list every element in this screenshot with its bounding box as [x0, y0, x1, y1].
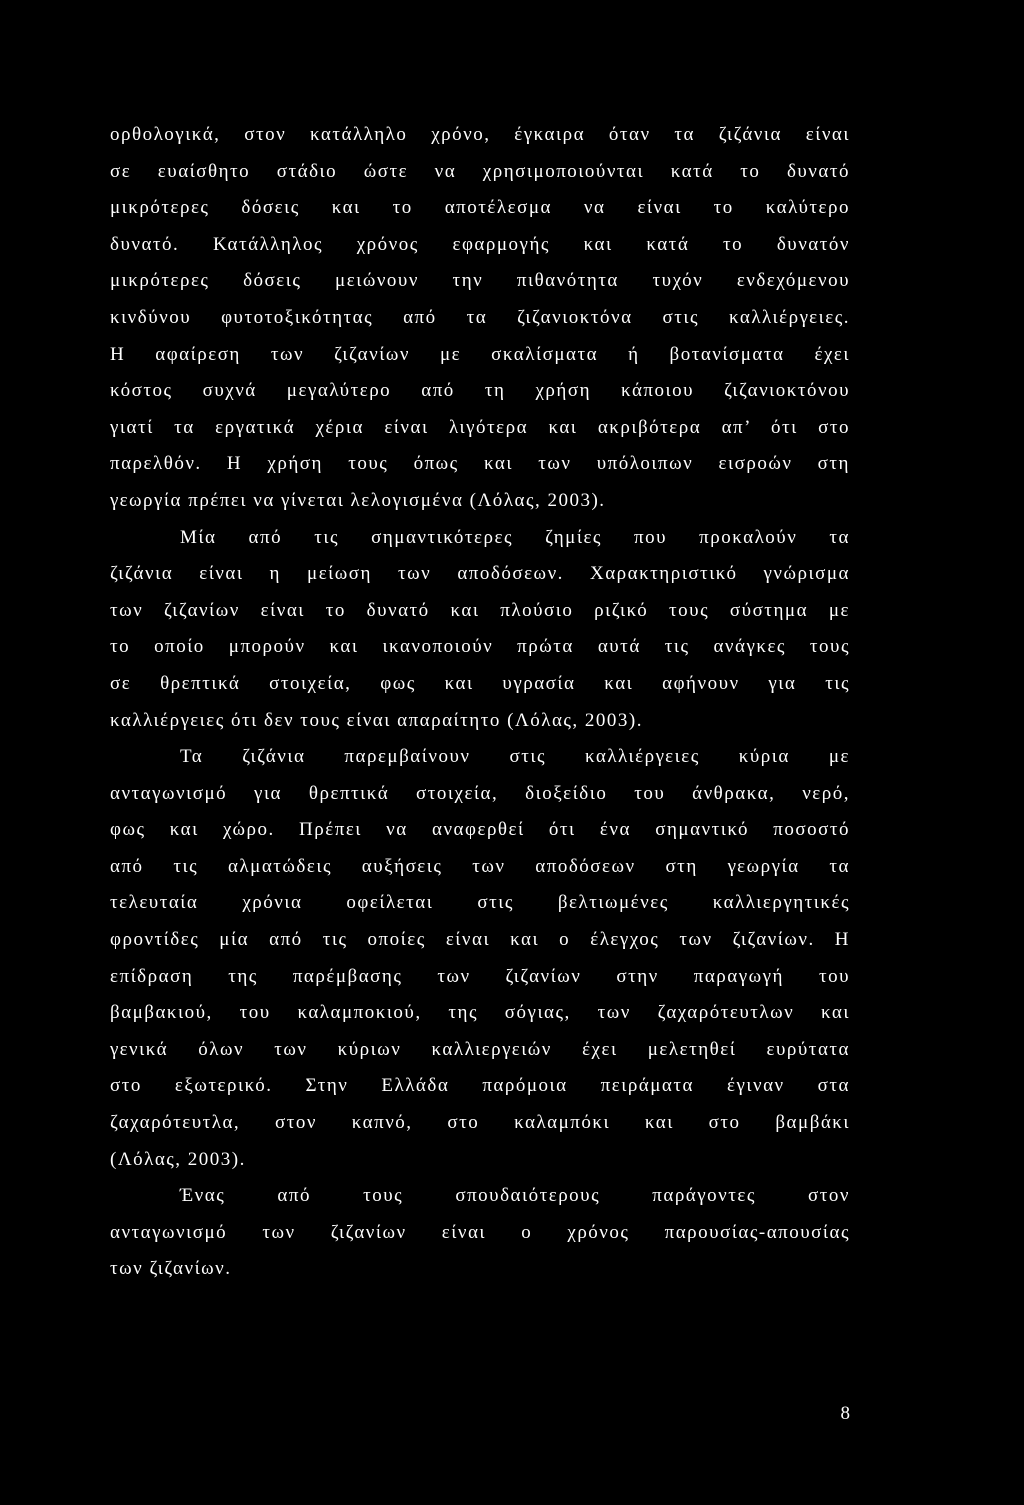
body-text	[110, 117, 850, 1288]
text-line: των ζιζανίων είναι το δυνατό και πλούσιο ριζικό τους σύστημα με	[110, 599, 850, 621]
text-line: (Λόλας, 2003).	[110, 1148, 246, 1170]
text-line: ανταγωνισμό για θρεπτικά στοιχεία, διοξείδιο του άνθρακα, νερό,	[110, 782, 850, 804]
text-line: ανταγωνισμό των ζιζανίων είναι ο χρόνος παρουσίας-απουσίας	[110, 1221, 850, 1243]
text-line: Ένας από τους σπουδαιότερους παράγοντες στον	[180, 1185, 850, 1207]
text-line: σε ευαίσθητο στάδιο ώστε να χρησιμοποιούνται κατά το δυνατό	[110, 160, 850, 182]
text-line: σε θρεπτικά στοιχεία, φως και υγρασία και αφήνουν για τις	[110, 672, 850, 694]
text-line: τελευταία χρόνια οφείλεται στις βελτιωμένες καλλιεργητικές	[110, 892, 850, 914]
text-line: κόστος συχνά μεγαλύτερο από τη χρήση κάποιου ζιζανιοκτόνου	[110, 380, 850, 402]
text-line: παρελθόν. Η χρήση τους όπως και των υπόλοιπων εισροών στη	[110, 453, 850, 475]
text-line: κινδύνου φυτοτοξικότητας από τα ζιζανιοκτόνα στις καλλιέργειες.	[110, 306, 850, 328]
text-line: μικρότερες δόσεις μειώνουν την πιθανότητα τυχόν ενδεχόμενου	[110, 270, 850, 292]
text-line: δυνατό. Κατάλληλος χρόνος εφαρμογής και κατά το δυνατόν	[110, 233, 850, 255]
text-line: επίδραση της παρέμβασης των ζιζανίων στην παραγωγή του	[110, 965, 850, 987]
text-line: Τα ζιζάνια παρεμβαίνουν στις καλλιέργειες κύρια με	[180, 746, 850, 768]
text-line: ορθολογικά, στον κατάλληλο χρόνο, έγκαιρα όταν τα ζιζάνια είναι	[110, 124, 850, 145]
text-line: από τις αλματώδεις αυξήσεις των αποδόσεων στη γεωργία τα	[110, 855, 850, 877]
text-line: γιατί τα εργατικά χέρια είναι λιγότερα και ακριβότερα απ’ ότι στο	[110, 416, 850, 438]
text-line: των ζιζανίων.	[110, 1258, 232, 1280]
text-line: το οποίο μπορούν και ικανοποιούν πρώτα αυτά τις ανάγκες τους	[110, 636, 850, 658]
text-line: Μία από τις σημαντικότερες ζημίες που προκαλούν τα	[180, 526, 850, 548]
text-line: φως και χώρο. Πρέπει να αναφερθεί ότι ένα σημαντικό ποσοστό	[110, 819, 850, 841]
text-line: βαμβακιού, του καλαμποκιού, της σόγιας, των ζαχαρότευτλων και	[110, 1002, 850, 1024]
text-line: στο εξωτερικό. Στην Ελλάδα παρόμοια πειράματα έγιναν στα	[110, 1075, 850, 1097]
text-line: καλλιέργειες ότι δεν τους είναι απαραίτητο (Λόλας, 2003).	[110, 709, 644, 731]
text-line: μικρότερες δόσεις και το αποτέλεσμα να είναι το καλύτερο	[110, 197, 850, 219]
page-number: 8	[840, 1403, 850, 1424]
text-line: γεωργία πρέπει να γίνεται λελογισμένα (Λόλας, 2003).	[110, 489, 606, 511]
text-line: φροντίδες μία από τις οποίες είναι και ο έλεγχος των ζιζανίων. Η	[110, 929, 850, 951]
text-line: Η αφαίρεση των ζιζανίων με σκαλίσματα ή βοτανίσματα έχει	[110, 343, 850, 365]
text-line: γενικά όλων των κύριων καλλιεργειών έχει μελετηθεί ευρύτατα	[110, 1038, 850, 1060]
text-line: ζιζάνια είναι η μείωση των αποδόσεων. Χαρακτηριστικό γνώρισμα	[110, 563, 850, 585]
text-line: ζαχαρότευτλα, στον καπνό, στο καλαμπόκι και στο βαμβάκι	[110, 1112, 850, 1134]
